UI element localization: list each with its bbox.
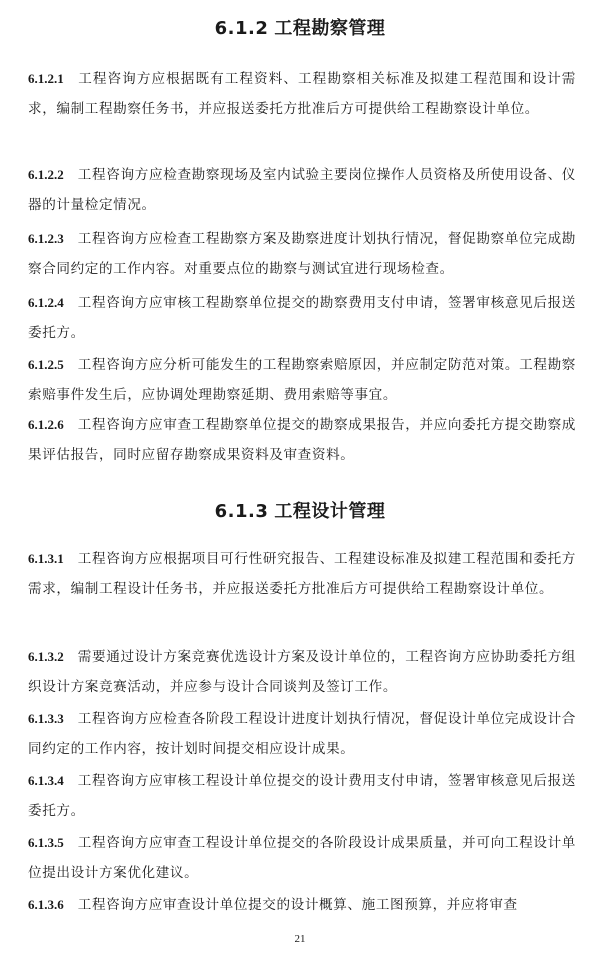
clause-6-1-3-1 xyxy=(28,544,576,604)
clause-number: 6.1.2.1 xyxy=(28,71,64,86)
clause-number: 6.1.2.2 xyxy=(28,167,64,182)
clause-number: 6.1.3.3 xyxy=(28,711,64,726)
clause-number: 6.1.2.6 xyxy=(28,417,64,432)
clause-number: 6.1.3.2 xyxy=(28,649,64,664)
clause-6-1-2-3 xyxy=(28,224,576,284)
clause-text: 工程咨询方应检查各阶段工程设计进度计划执行情况，督促设计单位完成设计合同约定的工作内容，按计划时间提交相应设计成果。 xyxy=(28,711,576,757)
clause-number: 6.1.2.5 xyxy=(28,357,64,372)
clause-text: 工程咨询方应根据既有工程资料、工程勘察相关标准及拟建工程范围和设计需求，编制工程勘察任务书，并应报送委托方批准后方可提供给工程勘察设计单位。 xyxy=(28,71,576,117)
clause-text: 工程咨询方应审查设计单位提交的设计概算、施工图预算，并应将审查 xyxy=(77,897,518,913)
page-number: 21 xyxy=(294,933,306,945)
section-number: 6.1.3 xyxy=(214,501,269,522)
clause-number: 6.1.2.3 xyxy=(28,231,64,246)
clause-number: 6.1.3.1 xyxy=(28,551,64,566)
section-heading-6-1-2 xyxy=(0,14,600,40)
clause-6-1-3-3 xyxy=(28,704,576,764)
clause-6-1-2-2 xyxy=(28,160,576,220)
clause-number: 6.1.3.5 xyxy=(28,835,64,850)
clause-text: 工程咨询方应审核工程勘察单位提交的勘察费用支付申请，签署审核意见后报送委托方。 xyxy=(28,295,576,341)
clause-text: 工程咨询方应检查勘察现场及室内试验主要岗位操作人员资格及所使用设备、仪器的计量检定情况。 xyxy=(28,167,576,213)
clause-6-1-2-1 xyxy=(28,64,576,124)
section-title-text: 工程设计管理 xyxy=(274,501,386,522)
clause-6-1-3-6 xyxy=(28,890,576,920)
clause-text: 工程咨询方应根据项目可行性研究报告、工程建设标准及拟建工程范围和委托方需求，编制工程设计任务书，并应报送委托方批准后方可提供给工程勘察设计单位。 xyxy=(28,551,576,597)
clause-text: 需要通过设计方案竞赛优选设计方案及设计单位的，工程咨询方应协助委托方组织设计方案竞赛活动，并应参与设计合同谈判及签订工作。 xyxy=(28,649,576,695)
clause-number: 6.1.2.4 xyxy=(28,295,64,310)
clause-6-1-3-5 xyxy=(28,828,576,888)
section-heading-6-1-3 xyxy=(0,497,600,523)
clause-6-1-2-6 xyxy=(28,410,576,470)
clause-text: 工程咨询方应检查工程勘察方案及勘察进度计划执行情况，督促勘察单位完成勘察合同约定的工作内容。对重要点位的勘察与测试宜进行现场检查。 xyxy=(28,231,576,277)
clause-6-1-3-2 xyxy=(28,642,576,702)
clause-6-1-3-4 xyxy=(28,766,576,826)
clause-6-1-2-5 xyxy=(28,350,576,410)
clause-text: 工程咨询方应审查工程勘察单位提交的勘察成果报告，并应向委托方提交勘察成果评估报告，同时应留存勘察成果资料及审查资料。 xyxy=(28,417,576,463)
clause-number: 6.1.3.6 xyxy=(28,897,64,912)
section-title-text: 工程勘察管理 xyxy=(274,18,386,39)
clause-number: 6.1.3.4 xyxy=(28,773,64,788)
clause-6-1-2-4 xyxy=(28,288,576,348)
clause-text: 工程咨询方应审查工程设计单位提交的各阶段设计成果质量，并可向工程设计单位提出设计方案优化建议。 xyxy=(28,835,576,881)
clause-text: 工程咨询方应分析可能发生的工程勘察索赔原因，并应制定防范对策。工程勘察索赔事件发生后，应协调处理勘察延期、费用索赔等事宜。 xyxy=(28,357,576,403)
clause-text: 工程咨询方应审核工程设计单位提交的设计费用支付申请，签署审核意见后报送委托方。 xyxy=(28,773,576,819)
section-number: 6.1.2 xyxy=(214,18,269,39)
